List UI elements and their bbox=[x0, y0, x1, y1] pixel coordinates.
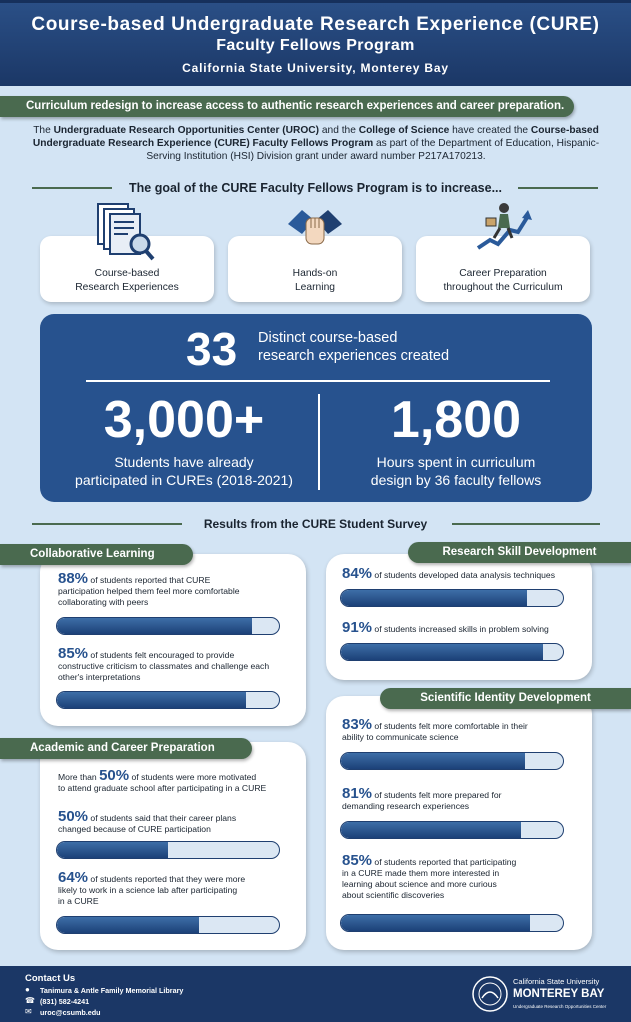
stat-percent: 84% bbox=[342, 565, 373, 582]
stat-text: of students said that their career plans bbox=[88, 813, 237, 823]
stat-text: constructive criticism to classmates and challenge each bbox=[58, 661, 270, 671]
stat-percent: 85% bbox=[342, 852, 373, 869]
page-title-line2: Faculty Fellows Program bbox=[216, 37, 415, 54]
stat-text: of students were more motivated bbox=[129, 772, 257, 782]
caption-line: Hours spent in curriculum bbox=[376, 454, 536, 470]
contact-phone[interactable]: (831) 582-4241 bbox=[40, 997, 90, 1006]
caption-line: design by 36 faculty fellows bbox=[370, 472, 542, 488]
stat-text: participation helped them feel more comfortable bbox=[58, 586, 240, 596]
progress-bar bbox=[56, 617, 280, 635]
goal-label: Hands-on bbox=[292, 268, 338, 279]
stat-collab-2 bbox=[58, 645, 298, 683]
progress-bar bbox=[340, 752, 564, 770]
stat-academic-2 bbox=[58, 808, 298, 835]
stat-research-1 bbox=[342, 565, 582, 582]
goal-heading: The goal of the CURE Faculty Fellows Program is to increase... bbox=[129, 181, 502, 195]
progress-fill bbox=[341, 915, 530, 931]
document-magnifier-icon bbox=[96, 200, 156, 262]
progress-fill bbox=[341, 644, 543, 660]
stat-percent: 91% bbox=[342, 619, 373, 636]
stat-percent: 88% bbox=[58, 570, 89, 587]
contact-title: Contact Us bbox=[25, 973, 76, 984]
progress-fill bbox=[341, 753, 525, 769]
phone-icon: ☎ bbox=[25, 996, 35, 1005]
stat-percent: 83% bbox=[342, 716, 373, 733]
location-pin-icon: ● bbox=[25, 985, 30, 994]
stat-text: of students reported that CURE bbox=[88, 575, 211, 585]
stat-text: of students reported that they were more bbox=[88, 874, 246, 884]
hours-caption bbox=[326, 453, 586, 489]
stat-text: learning about science and more curious bbox=[342, 879, 497, 889]
stat-text: of students felt more prepared for bbox=[372, 790, 502, 800]
contact-location: Tanimura & Antle Family Memorial Library bbox=[40, 986, 184, 995]
stat-text: other's interpretations bbox=[58, 672, 141, 682]
experiences-caption bbox=[258, 329, 449, 365]
caption-line: Students have already bbox=[114, 454, 254, 470]
progress-fill bbox=[57, 618, 252, 634]
page-header bbox=[0, 0, 631, 86]
panel-divider bbox=[86, 380, 550, 382]
panel-divider-vertical bbox=[318, 394, 320, 490]
stat-text: likely to work in a science lab after participating bbox=[58, 885, 238, 895]
intro-text: and the bbox=[319, 125, 359, 136]
stat-percent: 50% bbox=[99, 767, 130, 784]
progress-bar bbox=[340, 589, 564, 607]
progress-fill bbox=[341, 590, 527, 606]
results-heading: Results from the CURE Student Survey bbox=[203, 517, 428, 531]
progress-bar bbox=[340, 821, 564, 839]
experiences-value: 33 bbox=[186, 323, 238, 375]
page-subtitle: California State University, Monterey Bay bbox=[182, 61, 449, 75]
stat-academic-3 bbox=[58, 869, 298, 907]
stat-percent: 64% bbox=[58, 869, 89, 886]
stat-text: ability to communicate science bbox=[342, 732, 459, 742]
stat-collab-1 bbox=[58, 570, 298, 608]
intro-program: Course-based Undergraduate Research Experience (CURE) Faculty Fellows Program bbox=[32, 125, 599, 149]
page-title: Course-based Undergraduate Research Experience (CURE) bbox=[31, 14, 600, 35]
caption-line: research experiences created bbox=[258, 348, 450, 364]
stat-percent: 85% bbox=[58, 645, 89, 662]
academic-title: Academic and Career Preparation bbox=[0, 738, 252, 759]
handshake-icon bbox=[284, 204, 346, 250]
progress-bar bbox=[340, 914, 564, 932]
students-value: 3,000+ bbox=[103, 391, 265, 449]
email-icon: ✉ bbox=[25, 1007, 32, 1016]
goal-label: Research Experiences bbox=[75, 282, 179, 293]
goal-label: throughout the Curriculum bbox=[443, 282, 563, 293]
collaborative-title: Collaborative Learning bbox=[0, 544, 193, 565]
progress-bar bbox=[340, 643, 564, 661]
students-caption bbox=[54, 453, 314, 489]
identity-title: Scientific Identity Development bbox=[380, 688, 631, 709]
goal-label: Learning bbox=[294, 282, 336, 293]
stat-text: of students increased skills in problem solving bbox=[372, 624, 549, 634]
stat-identity-3 bbox=[342, 852, 582, 901]
intro-text: as part of the Department of Education, Hispanic-Serving Institution (HSI) Division grant under award number P217A170213. bbox=[146, 138, 600, 162]
stat-research-2 bbox=[342, 619, 582, 636]
research-skill-title: Research Skill Development bbox=[408, 542, 631, 563]
stat-academic-1 bbox=[58, 767, 298, 794]
intro-text: The bbox=[33, 125, 54, 136]
stat-text: of students felt more comfortable in their bbox=[372, 721, 528, 731]
stat-text: More than bbox=[58, 772, 100, 782]
progress-bar bbox=[56, 916, 280, 934]
stat-text: changed because of CURE participation bbox=[58, 824, 211, 834]
stat-text: to attend graduate school after participating in a CURE bbox=[58, 783, 267, 793]
footer bbox=[0, 966, 631, 1022]
banner-pill: Curriculum redesign to increase access to authentic research experiences and career preparation. bbox=[0, 96, 574, 117]
stat-text: in a CURE made them more interested in bbox=[342, 868, 500, 878]
goal-label: Career Preparation bbox=[459, 268, 547, 279]
stat-text: about scientific discoveries bbox=[342, 890, 445, 900]
stat-percent: 50% bbox=[58, 808, 89, 825]
contact-email[interactable]: uroc@csumb.edu bbox=[40, 1008, 101, 1017]
intro-text: have created the bbox=[449, 125, 531, 136]
career-growth-icon bbox=[474, 200, 532, 256]
progress-bar bbox=[56, 841, 280, 859]
progress-fill bbox=[57, 842, 168, 858]
intro-cos: College of Science bbox=[358, 125, 450, 136]
hours-value: 1,800 bbox=[390, 391, 522, 449]
stat-text: demanding research experiences bbox=[342, 801, 470, 811]
progress-fill bbox=[341, 822, 521, 838]
logo-line3: Undergraduate Research Opportunities Center bbox=[513, 1004, 607, 1009]
stat-text: collaborating with peers bbox=[58, 597, 149, 607]
logo-line1: California State University bbox=[513, 977, 600, 986]
stat-text: in a CURE bbox=[58, 896, 99, 906]
caption-line: participated in CUREs (2018-2021) bbox=[75, 472, 293, 488]
stat-text: of students reported that participating bbox=[372, 857, 517, 867]
stat-text: of students developed data analysis techniques bbox=[372, 570, 556, 580]
progress-bar bbox=[56, 691, 280, 709]
stat-identity-2 bbox=[342, 785, 582, 812]
stat-text: of students felt encouraged to provide bbox=[88, 650, 235, 660]
progress-fill bbox=[57, 692, 246, 708]
intro-uroc: Undergraduate Research Opportunities Center (UROC) bbox=[53, 125, 320, 136]
stat-identity-1 bbox=[342, 716, 582, 743]
goal-label: Course-based bbox=[94, 268, 160, 279]
intro-paragraph bbox=[28, 124, 604, 163]
progress-fill bbox=[57, 917, 199, 933]
university-seal-icon bbox=[470, 974, 510, 1014]
logo-line2: MONTEREY BAY bbox=[513, 988, 605, 1000]
caption-line: Distinct course-based bbox=[258, 330, 398, 346]
stat-percent: 81% bbox=[342, 785, 373, 802]
